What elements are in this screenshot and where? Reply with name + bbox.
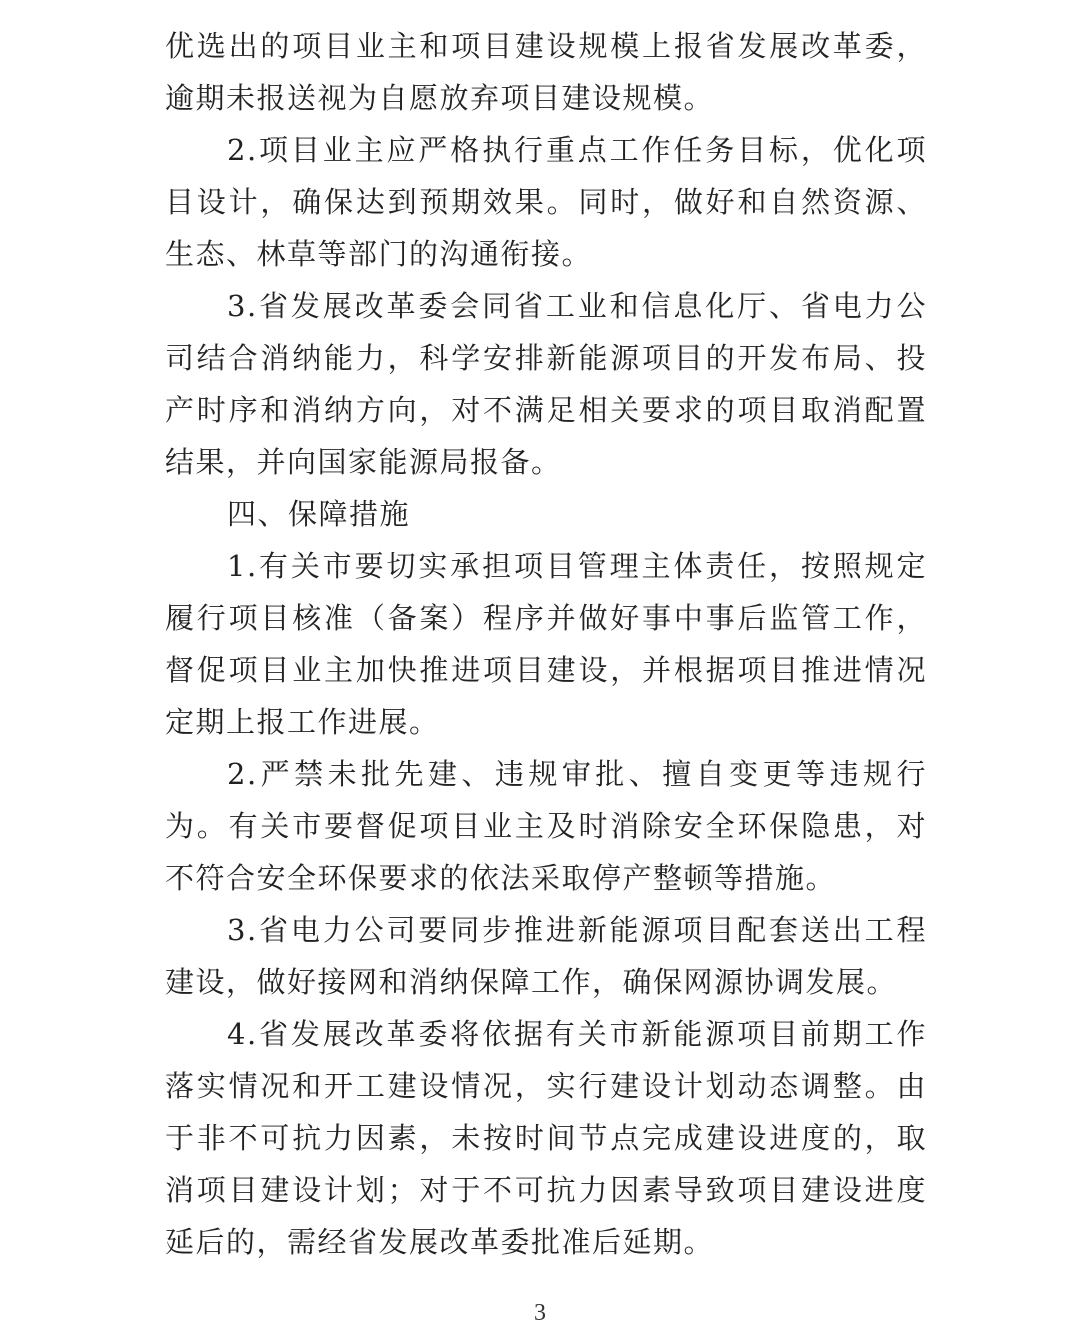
paragraph-item-2: 2.项目业主应严格执行重点工作任务目标，优化项目设计，确保达到预期效果。同时，做好和自然资源、生态、林草等部门的沟通衔接。 [165,133,927,271]
section-heading: 四、保障措施 [227,497,411,531]
paragraph-measure-3: 3.省电力公司要同步推进新能源项目配套送出工程建设，做好接网和消纳保障工作，确保网源协调发展。 [165,913,927,999]
page-number: 3 [534,1300,546,1326]
document-page [165,20,927,1268]
paragraph-item-3: 3.省发展改革委会同省工业和信息化厅、省电力公司结合消纳能力，科学安排新能源项目的开发布局、投产时序和消纳方向，对不满足相关要求的项目取消配置结果，并向国家能源局报备。 [165,289,927,479]
paragraph-measure-2: 2.严禁未批先建、违规审批、擅自变更等违规行为。有关市要督促项目业主及时消除安全环保隐患，对不符合安全环保要求的依法采取停产整顿等措施。 [165,757,927,895]
paragraph-measure-1: 1.有关市要切实承担项目管理主体责任，按照规定履行项目核准（备案）程序并做好事中事后监管工作，督促项目业主加快推进项目建设，并根据项目推进情况定期上报工作进展。 [165,549,927,739]
paragraph-continuation: 优选出的项目业主和项目建设规模上报省发展改革委，逾期未报送视为自愿放弃项目建设规模。 [165,29,927,115]
paragraph-measure-4: 4.省发展改革委将依据有关市新能源项目前期工作落实情况和开工建设情况，实行建设计划动态调整。由于非不可抗力因素，未按时间节点完成建设进度的，取消项目建设计划；对于不可抗力因素导致项目建设进度延后的，需经省发展改革委批准后延期。 [165,1017,927,1259]
